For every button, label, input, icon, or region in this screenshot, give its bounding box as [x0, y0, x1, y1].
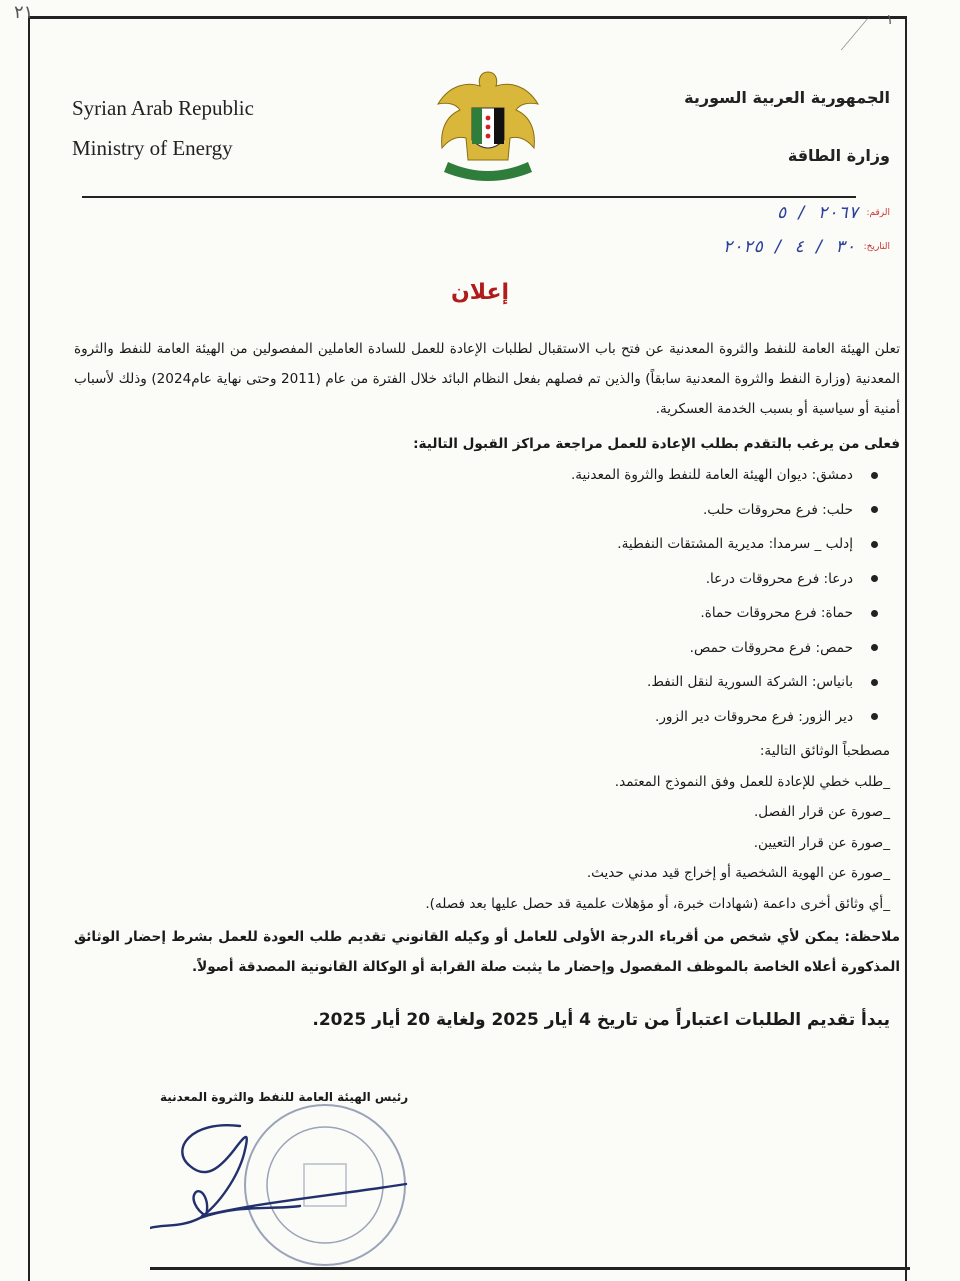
footer-divider — [150, 1267, 910, 1270]
arabic-header — [684, 80, 890, 196]
bullet-icon — [871, 644, 878, 651]
list-item: إدلب _ سرمدا: مديرية المشتقات النفطية. — [571, 527, 878, 562]
document-item: _صورة عن قرار التعيين. — [753, 834, 890, 851]
reference-number-value: ٢٠٦٧ / ٥ — [776, 203, 859, 223]
document-item: _طلب خطي للإعادة للعمل وفق النموذج المعتمد. — [614, 773, 890, 790]
document-item: _أي وثائق أخرى داعمة (شهادات خبرة، أو مؤهلات علمية قد حصل عليها بعد فصله). — [425, 895, 890, 912]
required-documents — [425, 736, 890, 919]
bullet-icon — [871, 713, 878, 720]
date-label: التاريخ: — [863, 242, 890, 252]
ministry-name-ar: وزارة الطاقة — [787, 146, 890, 165]
application-deadline: يبدأ تقديم الطلبات اعتباراً من تاريخ 4 أيار 2025 ولغاية 20 أيار 2025. — [312, 1010, 890, 1030]
country-name-ar: الجمهورية العربية السورية — [684, 88, 890, 107]
ministry-name-en: Ministry of Energy — [72, 136, 233, 160]
bullet-icon — [871, 506, 878, 513]
bullet-icon — [871, 610, 878, 617]
documents-heading: مصطحباً الوثائق التالية: — [759, 743, 890, 759]
list-item: بانياس: الشركة السورية لنقل النفط. — [571, 665, 878, 700]
reference-block — [610, 196, 890, 264]
list-item: حلب: فرع محروقات حلب. — [571, 493, 878, 528]
list-item: دمشق: ديوان الهيئة العامة للنفط والثروة المعدنية. — [571, 458, 878, 493]
bullet-icon — [871, 541, 878, 548]
handwritten-mark: ٢١ — [14, 2, 34, 23]
date-value: ٣٠ / ٤ / ٢٠٢٥ — [722, 237, 856, 257]
reference-number-label: الرقم: — [866, 208, 890, 218]
list-item: درعا: فرع محروقات درعا. — [571, 562, 878, 597]
eagle-emblem-icon — [428, 64, 548, 186]
centers-lead: فعلى من يرغب بالتقدم بطلب الإعادة للعمل مراجعة مراكز القبول التالية: — [413, 436, 900, 452]
handwritten-mark: ١ — [886, 12, 894, 28]
intro-paragraph: تعلن الهيئة العامة للنفط والثروة المعدنية عن فتح باب الاستقبال لطلبات الإعادة للعمل للسادة العاملين المفصولين من الهيئة العامة للنفط والثروة المعدنية (وزارة النفط والثروة المعدنية سابقاً) والذين تم فصلهم بفعل النظام البائد خلال الفترة من عام (2011 وحتى نهاية عام2024) وذلك لأسباب أمنية أو سياسية أو بسبب الخدمة العسكرية. — [74, 341, 900, 417]
note-paragraph: ملاحظة: يمكن لأي شخص من أقرباء الدرجة الأولى للعامل أو وكيله القانوني تقديم طلب العودة للعمل بشرط إحضار الوثائق المذكورة أعلاه الخاصة بالموظف المفصول وإحضار ما يثبت صلة القرابة أو الوكالة القانونية المصدقة أصولاً. — [74, 929, 900, 975]
announcement-title: إعلان — [450, 280, 510, 305]
bullet-icon — [871, 679, 878, 686]
list-item: حمص: فرع محروقات حمص. — [571, 631, 878, 666]
acceptance-centers-list — [571, 458, 878, 734]
list-item: دير الزور: فرع محروقات دير الزور. — [571, 700, 878, 735]
document-item: _صورة عن الهوية الشخصية أو إخراج قيد مدني حديث. — [586, 865, 890, 881]
list-item: حماة: فرع محروقات حماة. — [571, 596, 878, 631]
bullet-icon — [871, 575, 878, 582]
signer-title: رئيس الهيئة العامة للنفط والثروة المعدنية — [160, 1090, 409, 1104]
country-name-en: Syrian Arab Republic — [72, 96, 254, 120]
bullet-icon — [871, 472, 878, 479]
english-header — [72, 88, 254, 168]
document-item: _صورة عن قرار الفصل. — [753, 804, 890, 820]
signature-icon — [150, 1120, 410, 1230]
